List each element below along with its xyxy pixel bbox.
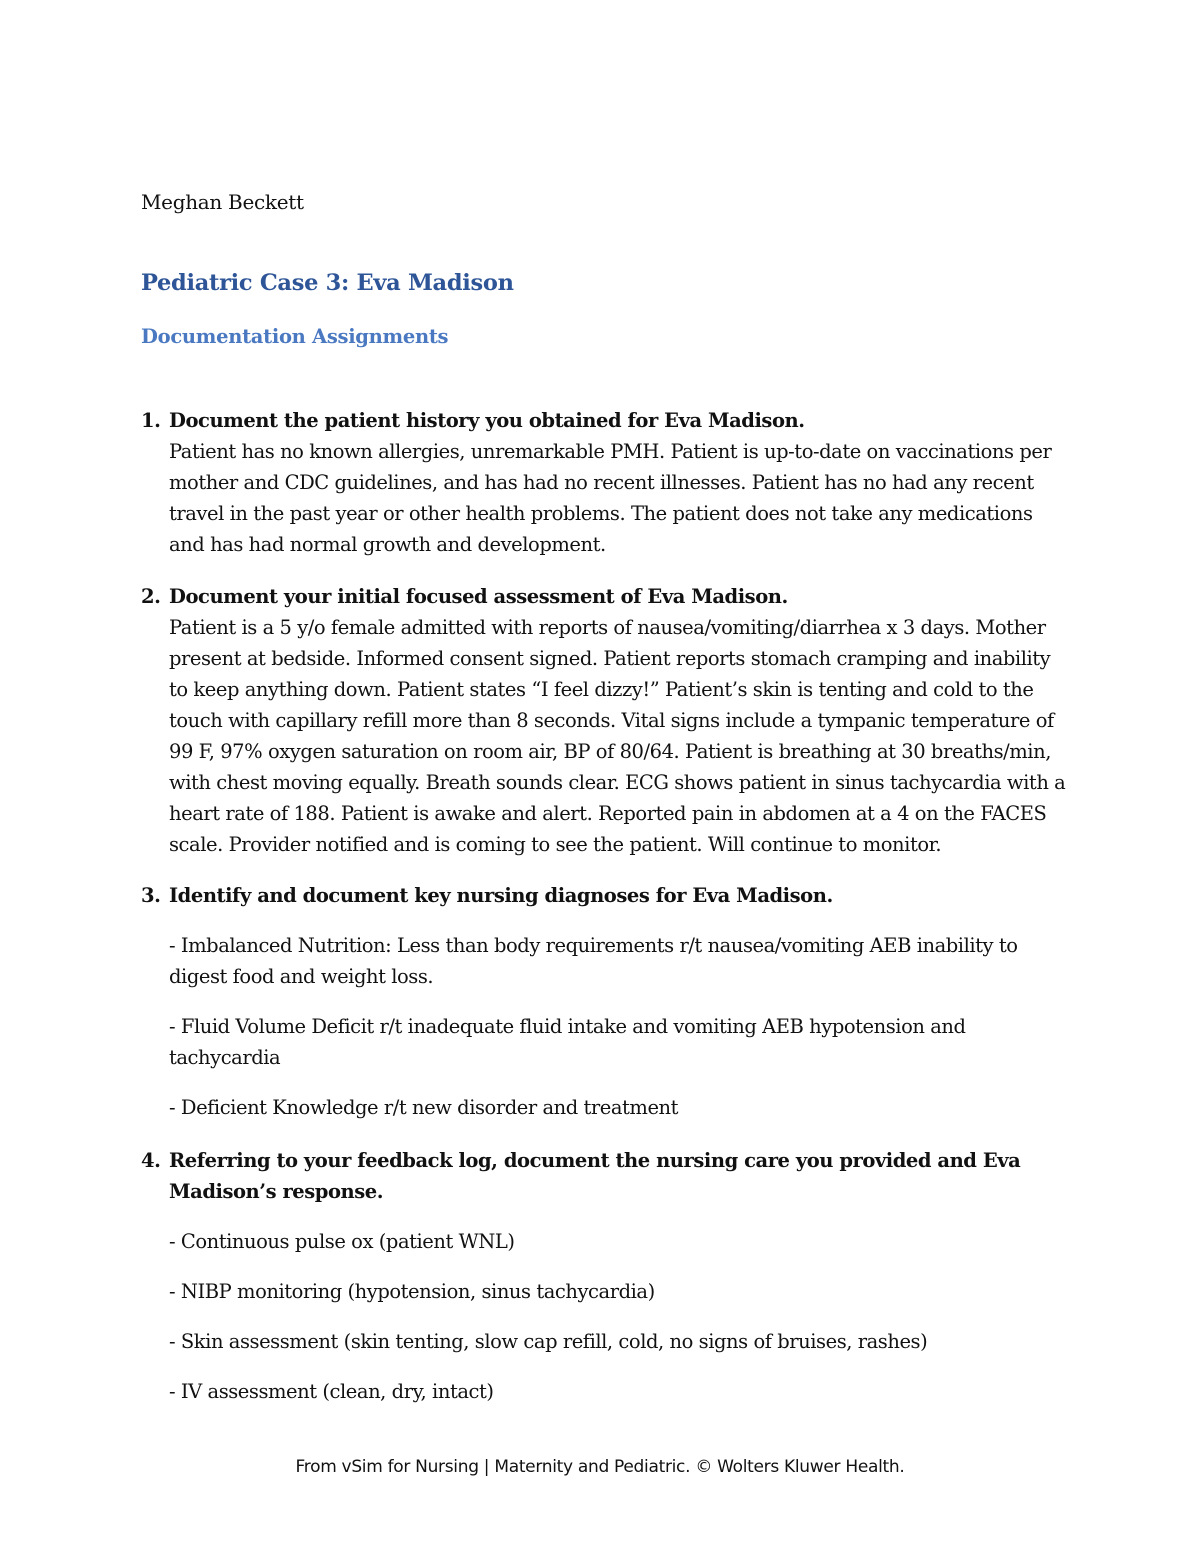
diagnosis-item: - Deficient Knowledge r/t new disorder and treatment [169,1096,679,1119]
question-1-answer [169,436,1071,560]
question-prompt: Document your initial focused assessment of Eva Madison. [169,585,788,608]
question-number: 1. [141,409,161,432]
page-title: Pediatric Case 3: Eva Madison [141,270,514,296]
care-item: - IV assessment (clean, dry, intact) [169,1380,494,1403]
question-1 [141,405,1071,560]
author-name: Meghan Beckett [141,190,304,214]
section-subtitle: Documentation Assignments [141,325,449,348]
question-4-heading [141,1145,1071,1207]
question-2-answer [169,612,1071,860]
answer-text: Patient has no known allergies, unremarkable PMH. Patient is up-to-date on vaccinations per mother and CDC guidelines, and has had no recent illnesses. Patient has no had any recent travel in the past year or other health problems. The patient does not take any medications and has had normal growth and development. [169,440,1052,556]
question-number: 4. [141,1149,161,1172]
question-prompt: Document the patient history you obtained for Eva Madison. [169,409,805,432]
answer-text: Patient is a 5 y/o female admitted with reports of nausea/vomiting/diarrhea x 3 days. Mother present at bedside. Informed consent signed. Patient reports stomach cramping and inability to keep anything down. Patient states “I feel dizzy!” Patient’s skin is tenting and cold to the touch with capillary refill more than 8 seconds. Vital signs include a tympanic temperature of 99 F, 97% oxygen saturation on room air, BP of 80/64. Patient is breathing at 30 breaths/min, with chest moving equally. Breath sounds clear. ECG shows patient in sinus tachycardia with a heart rate of 188. Patient is awake and alert. Reported pain in abdomen at a 4 on the FACES scale. Provider notified and is coming to see the patient. Will continue to monitor. [169,616,1066,856]
page-footer: From vSim for Nursing | Maternity and Pediatric. © Wolters Kluwer Health. [295,1457,905,1477]
question-3 [141,880,1071,1123]
care-item: - Continuous pulse ox (patient WNL) [169,1230,515,1253]
diagnosis-item: - Fluid Volume Deficit r/t inadequate fluid intake and vomiting AEB hypotension and tachycardia [169,1015,966,1069]
question-4 [141,1145,1071,1407]
diagnosis-item: - Imbalanced Nutrition: Less than body requirements r/t nausea/vomiting AEB inability to digest food and weight loss. [169,934,1018,988]
question-number: 3. [141,884,161,907]
care-item: - NIBP monitoring (hypotension, sinus tachycardia) [169,1280,655,1303]
care-item: - Skin assessment (skin tenting, slow cap refill, cold, no signs of bruises, rashes) [169,1330,928,1353]
question-number: 2. [141,585,161,608]
question-3-heading [141,880,1071,911]
question-prompt: Identify and document key nursing diagnoses for Eva Madison. [169,884,833,907]
question-2-heading [141,581,1071,612]
question-2 [141,581,1071,860]
question-prompt: Referring to your feedback log, document the nursing care you provided and Eva Madison’s response. [169,1149,1021,1203]
question-1-heading [141,405,1071,436]
